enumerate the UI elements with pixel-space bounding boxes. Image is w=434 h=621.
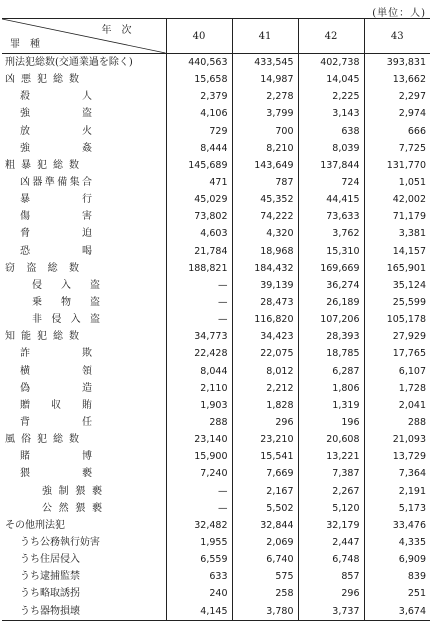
row-label (2, 71, 166, 88)
value-cell-42: 3,762 (298, 225, 364, 242)
value-cell-40: 4,145 (166, 603, 232, 621)
value-cell-41: 7,669 (232, 465, 298, 482)
value-cell-40: 729 (166, 123, 232, 140)
value-cell-41: 116,820 (232, 311, 298, 328)
row-label-text: 強盗 (20, 108, 92, 120)
value-cell-43: 21,093 (364, 431, 430, 448)
value-cell-41: 1,828 (232, 397, 298, 414)
value-cell-41: 2,069 (232, 534, 298, 551)
value-cell-40: 32,482 (166, 517, 232, 534)
value-cell-42: 107,206 (298, 311, 364, 328)
year-header-41: 41 (232, 19, 298, 54)
value-cell-43: 7,725 (364, 140, 430, 157)
row-label (2, 397, 166, 414)
value-cell-43: 3,381 (364, 225, 430, 242)
table-row (2, 328, 430, 345)
table-header-row (2, 19, 430, 54)
row-label-text: 放火 (20, 125, 92, 137)
value-cell-41: 34,423 (232, 328, 298, 345)
year-header-40: 40 (166, 19, 232, 54)
value-cell-40: 188,821 (166, 260, 232, 277)
value-cell-42: 44,415 (298, 191, 364, 208)
value-cell-41: 3,799 (232, 105, 298, 122)
table-row (2, 174, 430, 191)
value-cell-43: 1,051 (364, 174, 430, 191)
header-corner-cell (2, 19, 166, 54)
row-label-text: 傷害 (20, 211, 92, 223)
value-cell-43: 13,729 (364, 448, 430, 465)
row-label (2, 483, 166, 500)
row-label-text: 非侵入盗 (32, 314, 100, 326)
table-row (2, 54, 430, 72)
row-label-text: 凶悪犯総数 (5, 74, 79, 86)
value-cell-43: 1,728 (364, 380, 430, 397)
row-label (2, 431, 166, 448)
value-cell-40: 73,802 (166, 208, 232, 225)
value-cell-41: 184,432 (232, 260, 298, 277)
value-cell-41: 575 (232, 568, 298, 585)
value-cell-42: 73,633 (298, 208, 364, 225)
value-cell-40: 45,029 (166, 191, 232, 208)
value-cell-40: 6,559 (166, 551, 232, 568)
table-row (2, 465, 430, 482)
row-label-text: 粗暴犯総数 (5, 159, 79, 171)
value-cell-43: 2,297 (364, 88, 430, 105)
value-cell-43: 251 (364, 585, 430, 602)
row-label (2, 585, 166, 602)
row-label-text: 猥褻 (20, 468, 92, 480)
row-label-text: 凶器準備集合 (20, 177, 92, 189)
value-cell-41: 433,545 (232, 54, 298, 72)
value-cell-42: 26,189 (298, 294, 364, 311)
table-row (2, 277, 430, 294)
value-cell-43: 6,909 (364, 551, 430, 568)
value-cell-42: 13,221 (298, 448, 364, 465)
row-label-text: 詐欺 (20, 348, 92, 360)
value-cell-42: 402,738 (298, 54, 364, 72)
table-row (2, 534, 430, 551)
table-row (2, 414, 430, 431)
value-cell-42: 169,669 (298, 260, 364, 277)
table-row (2, 551, 430, 568)
value-cell-42: 196 (298, 414, 364, 431)
value-cell-43: 2,974 (364, 105, 430, 122)
row-label (2, 568, 166, 585)
table-row (2, 88, 430, 105)
value-cell-41: 143,649 (232, 157, 298, 174)
row-label (2, 311, 166, 328)
table-row (2, 105, 430, 122)
value-cell-42: 20,608 (298, 431, 364, 448)
value-cell-41: 4,320 (232, 225, 298, 242)
row-label (2, 363, 166, 380)
row-label (2, 414, 166, 431)
table-row (2, 71, 430, 88)
value-cell-43: 666 (364, 123, 430, 140)
value-cell-43: 6,107 (364, 363, 430, 380)
row-label-text: 偽造 (20, 382, 92, 394)
value-cell-43: 13,662 (364, 71, 430, 88)
row-label-text: 殺人 (20, 91, 92, 103)
table-row (2, 191, 430, 208)
value-cell-40: — (166, 277, 232, 294)
table-row (2, 603, 430, 621)
value-cell-40: 21,784 (166, 243, 232, 260)
table-row (2, 345, 430, 362)
unit-note: (単位：人) (372, 8, 426, 19)
value-cell-42: 3,737 (298, 603, 364, 621)
row-label (2, 551, 166, 568)
value-cell-42: 15,310 (298, 243, 364, 260)
crime-statistics-table (2, 18, 430, 621)
row-label-text: 強制猥褻 (42, 485, 102, 497)
value-cell-41: 8,012 (232, 363, 298, 380)
value-cell-41: 74,222 (232, 208, 298, 225)
value-cell-41: 39,139 (232, 277, 298, 294)
row-label-text: 賭博 (20, 451, 92, 463)
value-cell-41: 2,212 (232, 380, 298, 397)
value-cell-40: 145,689 (166, 157, 232, 174)
value-cell-40: 8,444 (166, 140, 232, 157)
value-cell-41: 45,352 (232, 191, 298, 208)
row-label-text: 刑法犯総数(交通業過を除く) (5, 57, 133, 69)
value-cell-43: 71,179 (364, 208, 430, 225)
value-cell-41: 5,502 (232, 500, 298, 517)
row-label-text: その他刑法犯 (5, 519, 65, 531)
row-label (2, 191, 166, 208)
row-label (2, 208, 166, 225)
value-cell-43: 27,929 (364, 328, 430, 345)
value-cell-42: 18,785 (298, 345, 364, 362)
value-cell-40: 15,658 (166, 71, 232, 88)
table-row (2, 585, 430, 602)
value-cell-40: 15,900 (166, 448, 232, 465)
value-cell-43: 2,191 (364, 483, 430, 500)
value-cell-40: 22,428 (166, 345, 232, 362)
value-cell-42: 6,748 (298, 551, 364, 568)
value-cell-42: 2,225 (298, 88, 364, 105)
value-cell-40: — (166, 294, 232, 311)
year-header-42: 42 (298, 19, 364, 54)
value-cell-40: 1,903 (166, 397, 232, 414)
row-label (2, 225, 166, 242)
value-cell-42: 1,319 (298, 397, 364, 414)
row-label (2, 123, 166, 140)
value-cell-41: 787 (232, 174, 298, 191)
value-cell-43: 35,124 (364, 277, 430, 294)
value-cell-43: 17,765 (364, 345, 430, 362)
value-cell-42: 28,393 (298, 328, 364, 345)
value-cell-43: 33,476 (364, 517, 430, 534)
row-label (2, 465, 166, 482)
row-label (2, 534, 166, 551)
table-row (2, 260, 430, 277)
value-cell-40: 23,140 (166, 431, 232, 448)
value-cell-41: 8,210 (232, 140, 298, 157)
value-cell-42: 857 (298, 568, 364, 585)
row-label-text: 贈収賄 (20, 399, 92, 411)
value-cell-43: 839 (364, 568, 430, 585)
value-cell-40: 34,773 (166, 328, 232, 345)
value-cell-40: — (166, 483, 232, 500)
value-cell-42: 6,287 (298, 363, 364, 380)
row-label-text: 公然猥褻 (42, 502, 102, 514)
value-cell-41: 23,210 (232, 431, 298, 448)
row-label-text: 横領 (20, 365, 92, 377)
row-label (2, 345, 166, 362)
value-cell-40: 440,563 (166, 54, 232, 72)
row-label (2, 603, 166, 621)
value-cell-41: 258 (232, 585, 298, 602)
value-cell-40: 8,044 (166, 363, 232, 380)
row-label (2, 277, 166, 294)
row-label (2, 380, 166, 397)
row-label-text: うち器物損壊 (20, 605, 80, 617)
value-cell-42: 7,387 (298, 465, 364, 482)
value-cell-42: 5,120 (298, 500, 364, 517)
value-cell-42: 137,844 (298, 157, 364, 174)
row-label-text: 侵入盗 (32, 279, 100, 291)
table-row (2, 311, 430, 328)
table-row (2, 294, 430, 311)
row-label-text: 窃盗総数 (5, 262, 79, 274)
table-row (2, 225, 430, 242)
table-row (2, 568, 430, 585)
value-cell-40: 471 (166, 174, 232, 191)
value-cell-42: 296 (298, 585, 364, 602)
value-cell-40: 4,603 (166, 225, 232, 242)
value-cell-40: 7,240 (166, 465, 232, 482)
value-cell-41: 2,167 (232, 483, 298, 500)
value-cell-42: 638 (298, 123, 364, 140)
row-label-text: 強姦 (20, 142, 92, 154)
value-cell-42: 36,274 (298, 277, 364, 294)
value-cell-41: 18,968 (232, 243, 298, 260)
value-cell-40: 633 (166, 568, 232, 585)
table-row (2, 483, 430, 500)
value-cell-41: 28,473 (232, 294, 298, 311)
value-cell-41: 3,780 (232, 603, 298, 621)
row-label-text: うち住居侵入 (20, 554, 80, 566)
value-cell-43: 288 (364, 414, 430, 431)
value-cell-41: 700 (232, 123, 298, 140)
value-cell-41: 22,075 (232, 345, 298, 362)
row-label-text: 知能犯総数 (5, 331, 79, 343)
table-row (2, 243, 430, 260)
value-cell-40: — (166, 311, 232, 328)
row-label (2, 88, 166, 105)
row-label-text: 風俗犯総数 (5, 434, 79, 446)
table-row (2, 123, 430, 140)
value-cell-42: 1,806 (298, 380, 364, 397)
table-row (2, 448, 430, 465)
row-label-text: 背任 (20, 417, 92, 429)
row-label (2, 105, 166, 122)
value-cell-43: 7,364 (364, 465, 430, 482)
table-row (2, 397, 430, 414)
value-cell-42: 14,045 (298, 71, 364, 88)
value-cell-43: 131,770 (364, 157, 430, 174)
row-label-text: 乗物盗 (32, 297, 100, 309)
table-row (2, 208, 430, 225)
row-label (2, 157, 166, 174)
row-label (2, 448, 166, 465)
value-cell-41: 14,987 (232, 71, 298, 88)
value-cell-40: 4,106 (166, 105, 232, 122)
table-row (2, 140, 430, 157)
row-label (2, 294, 166, 311)
table-row (2, 380, 430, 397)
value-cell-41: 2,278 (232, 88, 298, 105)
table-row (2, 517, 430, 534)
value-cell-43: 2,041 (364, 397, 430, 414)
row-label (2, 243, 166, 260)
row-label-text: 恐喝 (20, 245, 92, 257)
row-label (2, 140, 166, 157)
value-cell-43: 5,173 (364, 500, 430, 517)
row-label (2, 328, 166, 345)
value-cell-42: 2,447 (298, 534, 364, 551)
row-label-text: うち略取誘拐 (20, 588, 80, 600)
table-body (2, 54, 430, 621)
year-header-43: 43 (364, 19, 430, 54)
row-label-text: 暴行 (20, 194, 92, 206)
value-cell-43: 4,335 (364, 534, 430, 551)
row-label (2, 54, 166, 72)
value-cell-42: 8,039 (298, 140, 364, 157)
value-cell-43: 42,002 (364, 191, 430, 208)
row-label-text: 脅迫 (20, 228, 92, 240)
value-cell-40: 2,379 (166, 88, 232, 105)
value-cell-40: 2,110 (166, 380, 232, 397)
value-cell-42: 2,267 (298, 483, 364, 500)
value-cell-41: 15,541 (232, 448, 298, 465)
value-cell-42: 3,143 (298, 105, 364, 122)
row-label-text: うち公務執行妨害 (20, 537, 100, 548)
value-cell-43: 393,831 (364, 54, 430, 72)
row-label (2, 500, 166, 517)
value-cell-40: 240 (166, 585, 232, 602)
row-label (2, 260, 166, 277)
header-year-label: 年次 (101, 25, 142, 36)
value-cell-41: 6,740 (232, 551, 298, 568)
header-crime-label: 罪種 (10, 39, 50, 50)
value-cell-43: 14,157 (364, 243, 430, 260)
value-cell-41: 32,844 (232, 517, 298, 534)
value-cell-41: 296 (232, 414, 298, 431)
table-row (2, 431, 430, 448)
row-label-text: うち逮捕監禁 (20, 571, 80, 583)
value-cell-43: 105,178 (364, 311, 430, 328)
value-cell-42: 32,179 (298, 517, 364, 534)
row-label (2, 517, 166, 534)
value-cell-43: 3,674 (364, 603, 430, 621)
value-cell-40: 288 (166, 414, 232, 431)
value-cell-40: — (166, 500, 232, 517)
row-label (2, 174, 166, 191)
table-row (2, 157, 430, 174)
value-cell-40: 1,955 (166, 534, 232, 551)
table-row (2, 363, 430, 380)
value-cell-43: 25,599 (364, 294, 430, 311)
table-row (2, 500, 430, 517)
value-cell-42: 724 (298, 174, 364, 191)
value-cell-43: 165,901 (364, 260, 430, 277)
